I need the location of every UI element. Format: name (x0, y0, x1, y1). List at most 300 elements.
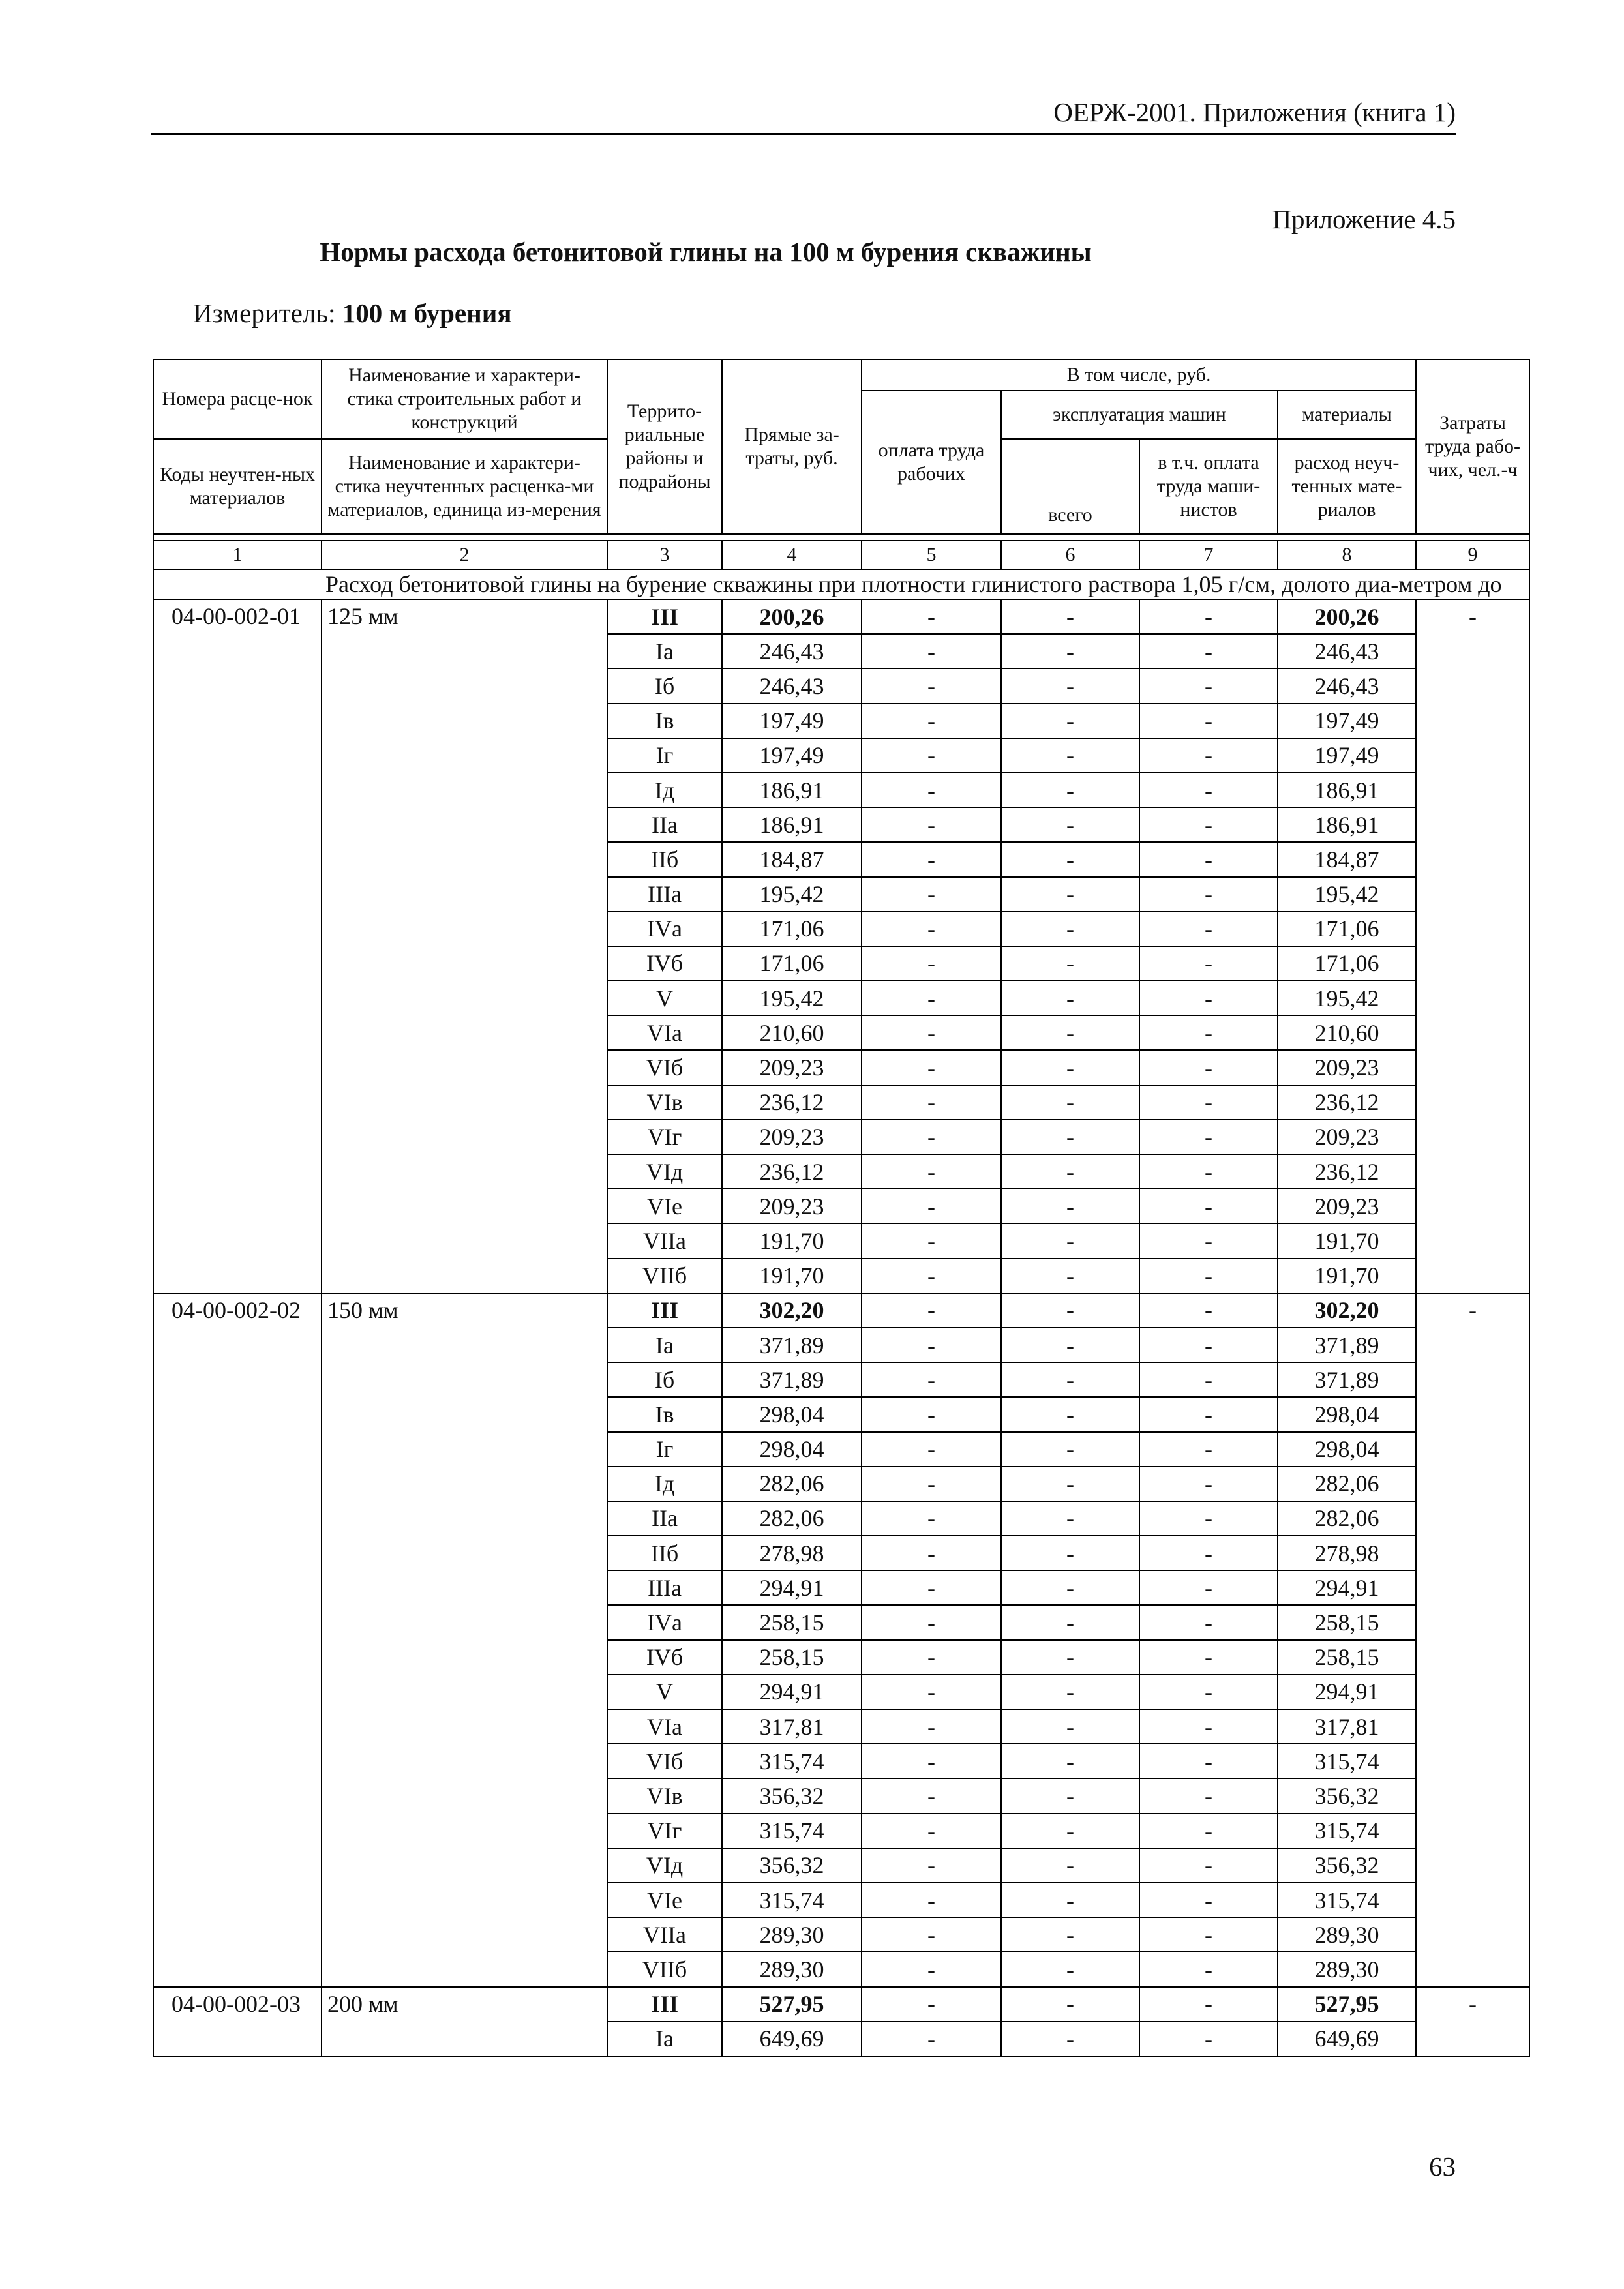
zone-cell: VIа (607, 1709, 722, 1744)
direct-cost-cell: 298,04 (722, 1397, 862, 1431)
wages-cell: - (862, 1952, 1001, 1986)
zone-cell: V (607, 981, 722, 1015)
materials-cell: 246,43 (1278, 668, 1416, 703)
wages-cell: - (862, 1362, 1001, 1397)
machinist-wages-cell: - (1139, 1952, 1278, 1986)
rates-table (153, 359, 1530, 2057)
direct-cost-cell: 209,23 (722, 1050, 862, 1085)
header-material-description: Наименование и характери-стика неучтенных расценка-ми материалов, единица из-мерения (322, 439, 607, 534)
wages-cell: - (862, 946, 1001, 981)
machines-total-cell: - (1001, 1778, 1139, 1813)
wages-cell: - (862, 1987, 1001, 2022)
direct-cost-cell: 302,20 (722, 1293, 862, 1328)
machines-total-cell: - (1001, 1189, 1139, 1223)
machines-total-cell: - (1001, 877, 1139, 912)
machinist-wages-cell: - (1139, 1814, 1278, 1848)
direct-cost-cell: 200,26 (722, 599, 862, 634)
machines-total-cell: - (1001, 1709, 1139, 1744)
wages-cell: - (862, 877, 1001, 912)
zone-cell: VIг (607, 1814, 722, 1848)
wages-cell: - (862, 738, 1001, 773)
direct-cost-cell: 278,98 (722, 1536, 862, 1570)
direct-cost-cell: 289,30 (722, 1917, 862, 1952)
appendix-label: Приложение 4.5 (1272, 204, 1456, 234)
direct-cost-cell: 371,89 (722, 1362, 862, 1397)
machinist-wages-cell: - (1139, 1397, 1278, 1431)
machinist-wages-cell: - (1139, 1917, 1278, 1952)
machines-total-cell: - (1001, 1328, 1139, 1362)
machines-total-cell: - (1001, 1397, 1139, 1431)
materials-cell: 649,69 (1278, 2022, 1416, 2056)
machines-total-cell: - (1001, 946, 1139, 981)
labor-cell: - (1416, 1987, 1529, 2056)
machinist-wages-cell: - (1139, 1085, 1278, 1120)
column-number-cell: 6 (1001, 541, 1139, 569)
column-number-cell: 7 (1139, 541, 1278, 569)
materials-cell: 186,91 (1278, 807, 1416, 842)
materials-cell: 298,04 (1278, 1397, 1416, 1431)
column-number-cell: 5 (862, 541, 1001, 569)
materials-cell: 278,98 (1278, 1536, 1416, 1570)
header-machinist-wages: в т.ч. оплата труда маши-нистов (1139, 439, 1278, 534)
zone-cell: VIд (607, 1848, 722, 1883)
zone-cell: VIе (607, 1189, 722, 1223)
materials-cell: 294,91 (1278, 1570, 1416, 1605)
header-materials: материалы (1278, 391, 1416, 439)
machines-total-cell: - (1001, 1154, 1139, 1189)
running-header: ОЕРЖ-2001. Приложения (книга 1) (1053, 97, 1456, 127)
direct-cost-cell: 315,74 (722, 1744, 862, 1778)
machinist-wages-cell: - (1139, 1432, 1278, 1467)
machines-total-cell: - (1001, 1987, 1139, 2022)
machinist-wages-cell: - (1139, 1328, 1278, 1362)
zone-cell: Iа (607, 1328, 722, 1362)
header-territorial-zones: Террито-риальные районы и подрайоны (607, 359, 722, 534)
machines-total-cell: - (1001, 1952, 1139, 1986)
work-name: 125 мм (322, 599, 607, 1293)
zone-cell: VIв (607, 1085, 722, 1120)
work-name: 150 мм (322, 1293, 607, 1987)
machinist-wages-cell: - (1139, 1467, 1278, 1501)
zone-cell: VIIб (607, 1952, 722, 1986)
machines-total-cell: - (1001, 912, 1139, 946)
zone-cell: IIб (607, 842, 722, 876)
machinist-wages-cell: - (1139, 877, 1278, 912)
wages-cell: - (862, 1259, 1001, 1293)
zone-cell: VIг (607, 1120, 722, 1154)
wages-cell: - (862, 1814, 1001, 1848)
column-number-cell: 2 (322, 541, 607, 569)
header-rate-numbers: Номера расце-нок (153, 359, 322, 439)
wages-cell: - (862, 1778, 1001, 1813)
direct-cost-cell: 298,04 (722, 1432, 862, 1467)
machinist-wages-cell: - (1139, 1259, 1278, 1293)
machinist-wages-cell: - (1139, 773, 1278, 807)
wages-cell: - (862, 981, 1001, 1015)
machinist-wages-cell: - (1139, 2022, 1278, 2056)
zone-cell: IIа (607, 1501, 722, 1536)
machinist-wages-cell: - (1139, 1778, 1278, 1813)
machinist-wages-cell: - (1139, 1605, 1278, 1639)
zone-cell: Iб (607, 1362, 722, 1397)
direct-cost-cell: 315,74 (722, 1883, 862, 1917)
machines-total-cell: - (1001, 1640, 1139, 1675)
header-machines-total: всего (1001, 439, 1139, 534)
header-material-codes: Коды неучтен-ных материалов (153, 439, 322, 534)
wages-cell: - (862, 704, 1001, 738)
machinist-wages-cell: - (1139, 912, 1278, 946)
wages-cell: - (862, 599, 1001, 634)
header-work-description: Наименование и характери-стика строительных работ и конструкций (322, 359, 607, 439)
measure-value: 100 м бурения (342, 298, 512, 328)
wages-cell: - (862, 912, 1001, 946)
direct-cost-cell: 258,15 (722, 1605, 862, 1639)
zone-cell: VIб (607, 1050, 722, 1085)
machines-total-cell: - (1001, 1814, 1139, 1848)
zone-cell: III (607, 599, 722, 634)
wages-cell: - (862, 1397, 1001, 1431)
header-labor-costs: Затраты труда рабо-чих, чел.-ч (1416, 359, 1529, 534)
wages-cell: - (862, 1605, 1001, 1639)
zone-cell: IVб (607, 1640, 722, 1675)
zone-cell: IIа (607, 807, 722, 842)
direct-cost-cell: 195,42 (722, 877, 862, 912)
measure-line (193, 297, 512, 329)
machines-total-cell: - (1001, 1570, 1139, 1605)
wages-cell: - (862, 807, 1001, 842)
measure-label: Измеритель: (193, 298, 336, 328)
machinist-wages-cell: - (1139, 1501, 1278, 1536)
materials-cell: 371,89 (1278, 1328, 1416, 1362)
machinist-wages-cell: - (1139, 1744, 1278, 1778)
machines-total-cell: - (1001, 1293, 1139, 1328)
materials-cell: 258,15 (1278, 1605, 1416, 1639)
materials-cell: 282,06 (1278, 1467, 1416, 1501)
machines-total-cell: - (1001, 981, 1139, 1015)
wages-cell: - (862, 1432, 1001, 1467)
machinist-wages-cell: - (1139, 1536, 1278, 1570)
materials-cell: 209,23 (1278, 1189, 1416, 1223)
machines-total-cell: - (1001, 2022, 1139, 2056)
section-title-row (153, 569, 1529, 599)
wages-cell: - (862, 1120, 1001, 1154)
zone-cell: IIIа (607, 1570, 722, 1605)
wages-cell: - (862, 1293, 1001, 1328)
work-name: 200 мм (322, 1987, 607, 2056)
materials-cell: 356,32 (1278, 1848, 1416, 1883)
column-number-cell: 4 (722, 541, 862, 569)
machinist-wages-cell: - (1139, 1050, 1278, 1085)
machinist-wages-cell: - (1139, 704, 1278, 738)
machinist-wages-cell: - (1139, 668, 1278, 703)
zone-cell: Iб (607, 668, 722, 703)
header-including-group: В том числе, руб. (862, 359, 1416, 391)
zone-cell: Iд (607, 1467, 722, 1501)
machinist-wages-cell: - (1139, 1987, 1278, 2022)
table-body (153, 534, 1529, 2056)
direct-cost-cell: 186,91 (722, 773, 862, 807)
machines-total-cell: - (1001, 1362, 1139, 1397)
zone-cell: VIIа (607, 1223, 722, 1258)
direct-cost-cell: 258,15 (722, 1640, 862, 1675)
materials-cell: 191,70 (1278, 1259, 1416, 1293)
machines-total-cell: - (1001, 668, 1139, 703)
machinist-wages-cell: - (1139, 1189, 1278, 1223)
direct-cost-cell: 282,06 (722, 1467, 862, 1501)
direct-cost-cell: 356,32 (722, 1778, 862, 1813)
materials-cell: 186,91 (1278, 773, 1416, 807)
direct-cost-cell: 527,95 (722, 1987, 862, 2022)
direct-cost-cell: 371,89 (722, 1328, 862, 1362)
zone-cell: IVб (607, 946, 722, 981)
machinist-wages-cell: - (1139, 599, 1278, 634)
materials-cell: 302,20 (1278, 1293, 1416, 1328)
rate-code: 04-00-002-03 (153, 1987, 322, 2056)
materials-cell: 195,42 (1278, 877, 1416, 912)
zone-cell: VIе (607, 1883, 722, 1917)
zone-cell: Iг (607, 738, 722, 773)
machines-total-cell: - (1001, 634, 1139, 668)
wages-cell: - (862, 1744, 1001, 1778)
zone-cell: IIб (607, 1536, 722, 1570)
wages-cell: - (862, 1189, 1001, 1223)
direct-cost-cell: 649,69 (722, 2022, 862, 2056)
zone-cell: VIв (607, 1778, 722, 1813)
machines-total-cell: - (1001, 1085, 1139, 1120)
wages-cell: - (862, 1917, 1001, 1952)
machines-total-cell: - (1001, 807, 1139, 842)
materials-cell: 171,06 (1278, 912, 1416, 946)
machinist-wages-cell: - (1139, 1015, 1278, 1050)
column-number-cell: 9 (1416, 541, 1529, 569)
materials-cell: 184,87 (1278, 842, 1416, 876)
direct-cost-cell: 195,42 (722, 981, 862, 1015)
machines-total-cell: - (1001, 1223, 1139, 1258)
materials-cell: 356,32 (1278, 1778, 1416, 1813)
direct-cost-cell: 197,49 (722, 704, 862, 738)
wages-cell: - (862, 1709, 1001, 1744)
machinist-wages-cell: - (1139, 1675, 1278, 1709)
page-number: 63 (1429, 2151, 1456, 2181)
column-number-cell: 3 (607, 541, 722, 569)
section-title-lead (153, 569, 322, 599)
machines-total-cell: - (1001, 1605, 1139, 1639)
machines-total-cell: - (1001, 1675, 1139, 1709)
wages-cell: - (862, 1467, 1001, 1501)
column-number-cell: 8 (1278, 541, 1416, 569)
direct-cost-cell: 191,70 (722, 1223, 862, 1258)
header-machine-operation: эксплуатация машин (1001, 391, 1278, 439)
materials-cell: 315,74 (1278, 1883, 1416, 1917)
materials-cell: 315,74 (1278, 1744, 1416, 1778)
materials-cell: 236,12 (1278, 1154, 1416, 1189)
machines-total-cell: - (1001, 738, 1139, 773)
header-direct-costs: Прямые за-траты, руб. (722, 359, 862, 534)
materials-cell: 171,06 (1278, 946, 1416, 981)
wages-cell: - (862, 2022, 1001, 2056)
direct-cost-cell: 184,87 (722, 842, 862, 876)
zone-cell: III (607, 1293, 722, 1328)
machines-total-cell: - (1001, 773, 1139, 807)
materials-cell: 315,74 (1278, 1814, 1416, 1848)
labor-cell: - (1416, 1293, 1529, 1987)
materials-cell: 317,81 (1278, 1709, 1416, 1744)
machines-total-cell: - (1001, 842, 1139, 876)
machines-total-cell: - (1001, 1744, 1139, 1778)
machinist-wages-cell: - (1139, 738, 1278, 773)
direct-cost-cell: 282,06 (722, 1501, 862, 1536)
materials-cell: 210,60 (1278, 1015, 1416, 1050)
machinist-wages-cell: - (1139, 1154, 1278, 1189)
materials-cell: 195,42 (1278, 981, 1416, 1015)
table-row (153, 599, 1529, 634)
materials-cell: 191,70 (1278, 1223, 1416, 1258)
zone-cell: Iв (607, 1397, 722, 1431)
direct-cost-cell: 315,74 (722, 1814, 862, 1848)
direct-cost-cell: 294,91 (722, 1675, 862, 1709)
materials-cell: 289,30 (1278, 1952, 1416, 1986)
materials-cell: 197,49 (1278, 704, 1416, 738)
zone-cell: III (607, 1987, 722, 2022)
column-number-row (153, 541, 1529, 569)
section-title: Расход бетонитовой глины на бурение скважины при плотности глинистого раствора 1,05 г/см, долото диа-метром до (322, 569, 1529, 599)
machinist-wages-cell: - (1139, 1362, 1278, 1397)
wages-cell: - (862, 842, 1001, 876)
materials-cell: 298,04 (1278, 1432, 1416, 1467)
header-gap (153, 534, 1529, 541)
document-title: Нормы расхода бетонитовой глины на 100 м бурения скважины (320, 237, 1092, 267)
machinist-wages-cell: - (1139, 1709, 1278, 1744)
wages-cell: - (862, 1050, 1001, 1085)
wages-cell: - (862, 1154, 1001, 1189)
rate-code: 04-00-002-01 (153, 599, 322, 1293)
direct-cost-cell: 356,32 (722, 1848, 862, 1883)
machines-total-cell: - (1001, 1467, 1139, 1501)
materials-cell: 236,12 (1278, 1085, 1416, 1120)
zone-cell: VIб (607, 1744, 722, 1778)
zone-cell: VIа (607, 1015, 722, 1050)
direct-cost-cell: 289,30 (722, 1952, 862, 1986)
wages-cell: - (862, 1328, 1001, 1362)
materials-cell: 246,43 (1278, 634, 1416, 668)
zone-cell: Iа (607, 2022, 722, 2056)
zone-cell: VIд (607, 1154, 722, 1189)
zone-cell: IIIа (607, 877, 722, 912)
header-unaccounted-materials: расход неуч-тенных мате-риалов (1278, 439, 1416, 534)
labor-cell: - (1416, 599, 1529, 1293)
materials-cell: 197,49 (1278, 738, 1416, 773)
direct-cost-cell: 210,60 (722, 1015, 862, 1050)
machinist-wages-cell: - (1139, 1293, 1278, 1328)
materials-cell: 289,30 (1278, 1917, 1416, 1952)
direct-cost-cell: 197,49 (722, 738, 862, 773)
zone-cell: Iг (607, 1432, 722, 1467)
rate-code: 04-00-002-02 (153, 1293, 322, 1987)
wages-cell: - (862, 668, 1001, 703)
direct-cost-cell: 236,12 (722, 1085, 862, 1120)
machines-total-cell: - (1001, 1883, 1139, 1917)
materials-cell: 200,26 (1278, 599, 1416, 634)
machines-total-cell: - (1001, 1848, 1139, 1883)
machinist-wages-cell: - (1139, 1848, 1278, 1883)
wages-cell: - (862, 773, 1001, 807)
materials-cell: 209,23 (1278, 1050, 1416, 1085)
zone-cell: VIIб (607, 1259, 722, 1293)
table-row (153, 1293, 1529, 1328)
wages-cell: - (862, 1675, 1001, 1709)
machines-total-cell: - (1001, 1501, 1139, 1536)
materials-cell: 371,89 (1278, 1362, 1416, 1397)
machines-total-cell: - (1001, 599, 1139, 634)
materials-cell: 282,06 (1278, 1501, 1416, 1536)
machinist-wages-cell: - (1139, 946, 1278, 981)
direct-cost-cell: 209,23 (722, 1189, 862, 1223)
machinist-wages-cell: - (1139, 842, 1278, 876)
machines-total-cell: - (1001, 1050, 1139, 1085)
direct-cost-cell: 171,06 (722, 946, 862, 981)
machines-total-cell: - (1001, 704, 1139, 738)
wages-cell: - (862, 1848, 1001, 1883)
header-rule (151, 133, 1456, 135)
zone-cell: IVа (607, 912, 722, 946)
machines-total-cell: - (1001, 1432, 1139, 1467)
machines-total-cell: - (1001, 1120, 1139, 1154)
direct-cost-cell: 246,43 (722, 634, 862, 668)
wages-cell: - (862, 1883, 1001, 1917)
machinist-wages-cell: - (1139, 1223, 1278, 1258)
machines-total-cell: - (1001, 1536, 1139, 1570)
machinist-wages-cell: - (1139, 1570, 1278, 1605)
wages-cell: - (862, 1640, 1001, 1675)
direct-cost-cell: 294,91 (722, 1570, 862, 1605)
materials-cell: 258,15 (1278, 1640, 1416, 1675)
header-worker-wages: оплата труда рабочих (862, 391, 1001, 534)
direct-cost-cell: 171,06 (722, 912, 862, 946)
wages-cell: - (862, 1015, 1001, 1050)
wages-cell: - (862, 1223, 1001, 1258)
machines-total-cell: - (1001, 1015, 1139, 1050)
direct-cost-cell: 246,43 (722, 668, 862, 703)
wages-cell: - (862, 1085, 1001, 1120)
zone-cell: Iв (607, 704, 722, 738)
zone-cell: Iд (607, 773, 722, 807)
column-number-cell: 1 (153, 541, 322, 569)
zone-cell: V (607, 1675, 722, 1709)
direct-cost-cell: 191,70 (722, 1259, 862, 1293)
machines-total-cell: - (1001, 1259, 1139, 1293)
table-row (153, 1987, 1529, 2022)
machines-total-cell: - (1001, 1917, 1139, 1952)
machinist-wages-cell: - (1139, 1120, 1278, 1154)
materials-cell: 527,95 (1278, 1987, 1416, 2022)
zone-cell: IVа (607, 1605, 722, 1639)
machinist-wages-cell: - (1139, 634, 1278, 668)
wages-cell: - (862, 634, 1001, 668)
machinist-wages-cell: - (1139, 1640, 1278, 1675)
materials-cell: 294,91 (1278, 1675, 1416, 1709)
machinist-wages-cell: - (1139, 1883, 1278, 1917)
wages-cell: - (862, 1570, 1001, 1605)
machinist-wages-cell: - (1139, 807, 1278, 842)
materials-cell: 209,23 (1278, 1120, 1416, 1154)
direct-cost-cell: 186,91 (722, 807, 862, 842)
direct-cost-cell: 317,81 (722, 1709, 862, 1744)
zone-cell: Iа (607, 634, 722, 668)
zone-cell: VIIа (607, 1917, 722, 1952)
direct-cost-cell: 209,23 (722, 1120, 862, 1154)
wages-cell: - (862, 1536, 1001, 1570)
direct-cost-cell: 236,12 (722, 1154, 862, 1189)
